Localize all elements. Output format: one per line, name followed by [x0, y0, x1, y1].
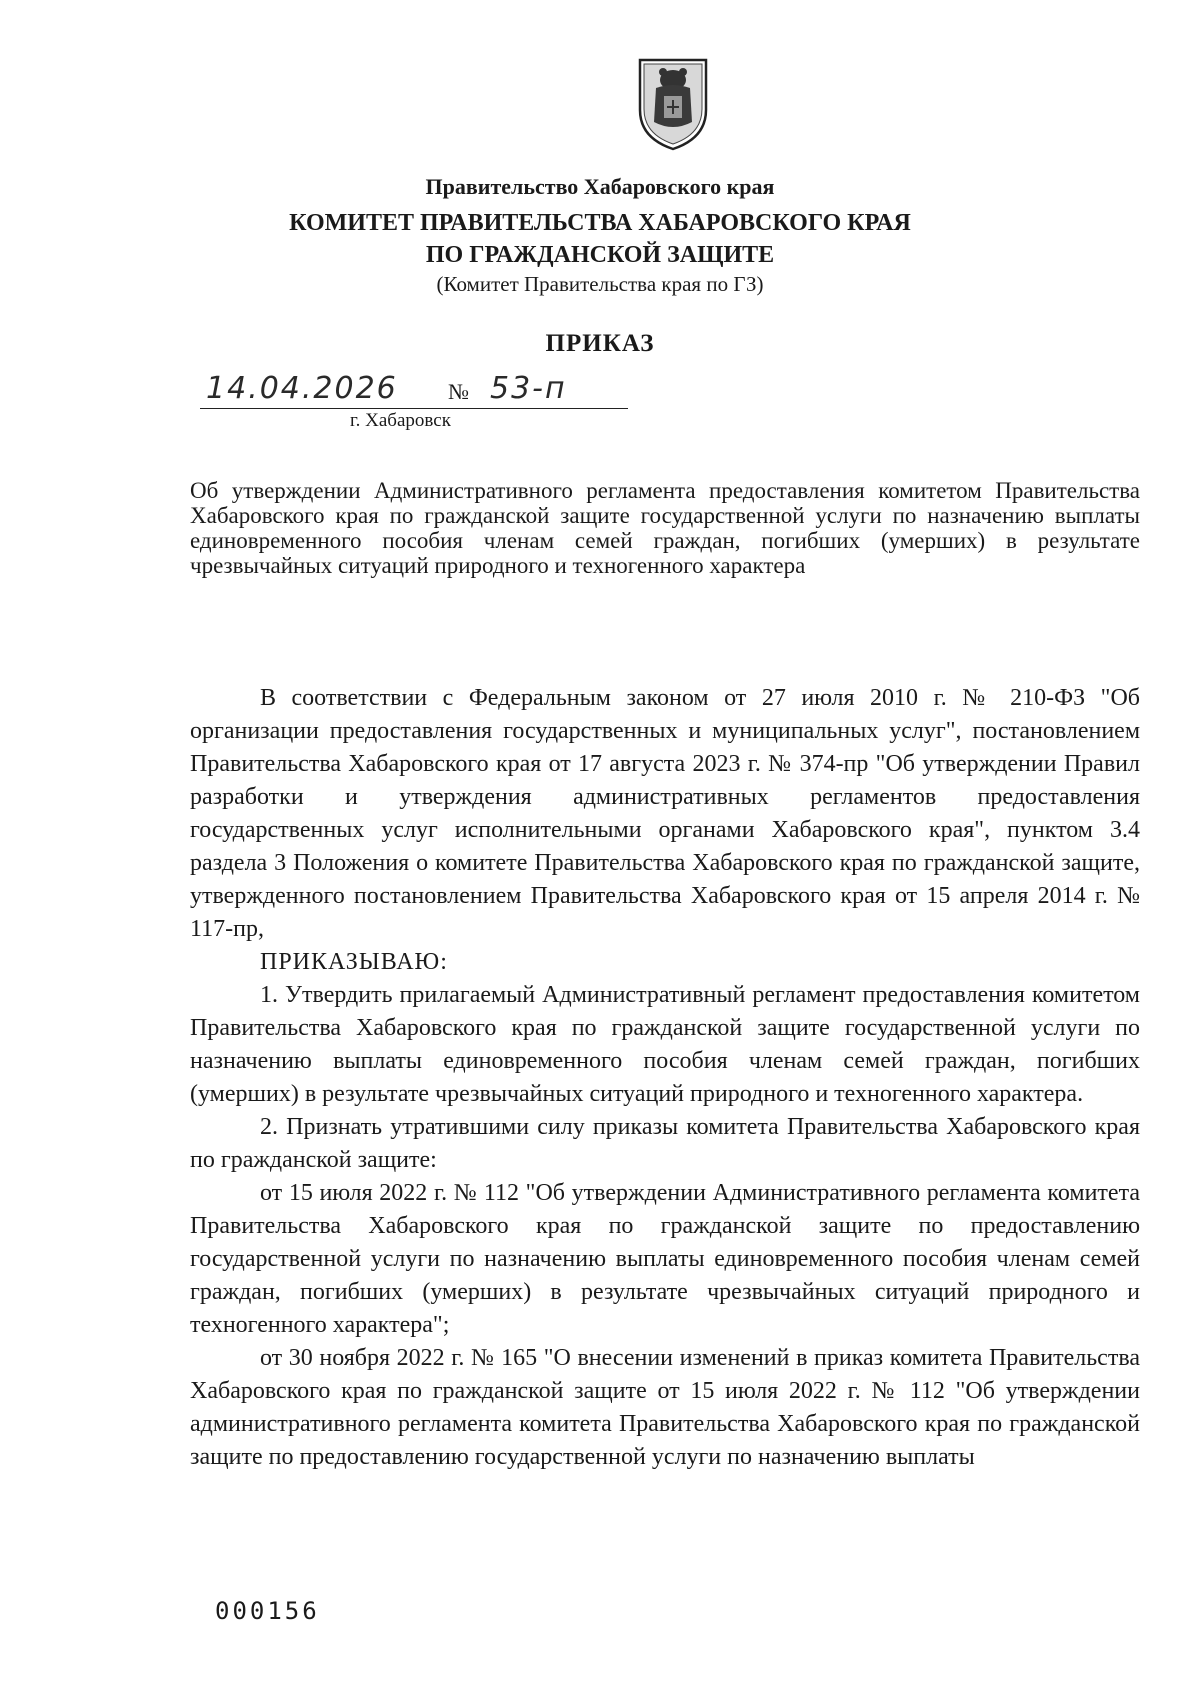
coat-of-arms-icon [634, 52, 712, 152]
page-number: 000156 [215, 1597, 320, 1625]
order-word: ПРИКАЗЫВАЮ: [260, 949, 448, 975]
document-body [190, 682, 1140, 1474]
handwritten-number: 53-п [490, 371, 567, 406]
committee-name-line-2: ПО ГРАЖДАНСКОЙ ЗАЩИТЕ [425, 242, 775, 268]
item-2-paragraph: 2. Признать утратившими силу приказы комитета Правительства Хабаровского края по гражданской защите: [190, 1114, 1140, 1173]
handwritten-date: 14.04.2026 [206, 371, 398, 406]
item-2b-paragraph: от 30 ноября 2022 г. № 165 "О внесении изменений в приказ комитета Правительства Хабаровского края по гражданской защите от 15 июля 2022 г. № 112 "Об утверждении административного регламента комитета Правительства Хабаровского края по гражданской защите по предоставлению государственной услуги по назначению выплаты [190, 1345, 1140, 1470]
city-name: г. Хабаровск [350, 410, 451, 431]
item-2a-paragraph: от 15 июля 2022 г. № 112 "Об утверждении Административного регламента комитета Правительства Хабаровского края по гражданской защите по предоставлению государственной услуги по назначению выплаты единовременного пособия членам семей граждан, погибших (умерших) в результате чрезвычайных ситуаций природного и техногенного характера"; [190, 1180, 1140, 1338]
preamble-paragraph: В соответствии с Федеральным законом от 27 июля 2010 г. № 210-ФЗ "Об организации предоставления государственных и муниципальных услуг", постановлением Правительства Хабаровского края от 17 августа 2023 г. № 374-пр "Об утверждении Правил разработки и утверждения административных регламентов предоставления государственных услуг исполнительными органами Хабаровского края", пунктом 3.4 раздела 3 Положения о комитете Правительства Хабаровского края по гражданской защите, утвержденного постановлением Правительства Хабаровского края от 15 апреля 2014 г. № 117-пр, [190, 685, 1140, 942]
number-sign: № [448, 379, 469, 404]
document-type-title: ПРИКАЗ [545, 330, 655, 357]
item-1-paragraph: 1. Утвердить прилагаемый Административный регламент предоставления комитетом Правительства Хабаровского края по гражданской защите государственной услуги по назначению выплаты единовременного пособия членам семей граждан, погибших (умерших) в результате чрезвычайных ситуаций природного и техногенного характера. [190, 982, 1140, 1107]
committee-abbreviation: (Комитет Правительства края по ГЗ) [436, 272, 764, 296]
committee-name-line-1: КОМИТЕТ ПРАВИТЕЛЬСТВА ХАБАРОВСКОГО КРАЯ [289, 210, 911, 236]
document-subject: Об утверждении Административного регламента предоставления комитетом Правительства Хабаровского края по гражданской защите государственной услуги по назначению выплаты единовременного пособия членам семей граждан, погибших (умерших) в результате чрезвычайных ситуаций природного и техногенного характера [190, 478, 1140, 578]
date-number-line [200, 364, 628, 409]
government-name: Правительство Хабаровского края [425, 174, 775, 199]
